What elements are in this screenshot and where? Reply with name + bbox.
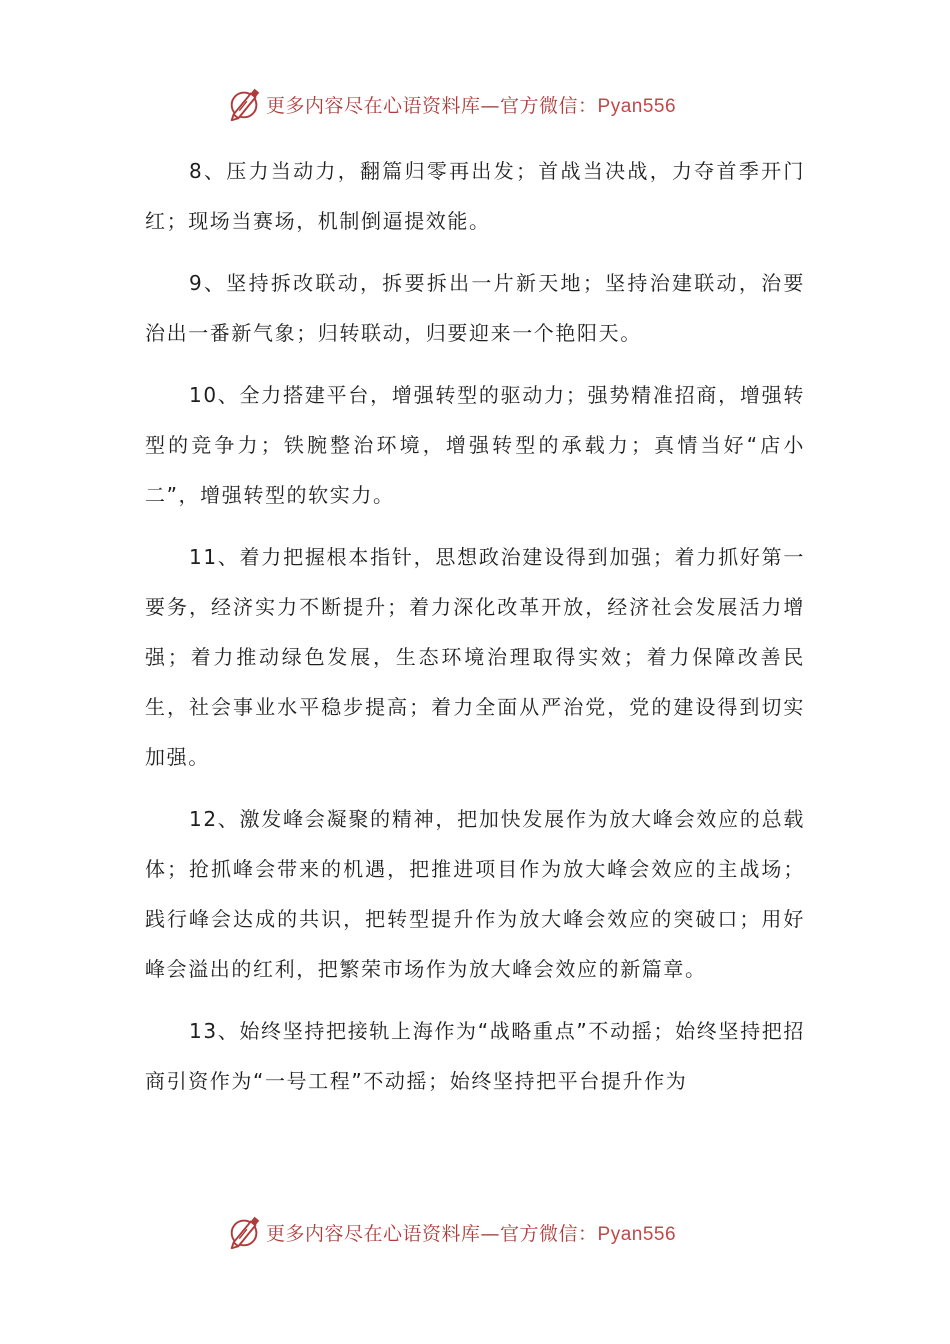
paragraph-12: 12、激发峰会凝聚的精神，把加快发展作为放大峰会效应的总载体；抢抓峰会带来的机遇，把推进项目作为放大峰会效应的主战场；践行峰会达成的共识，把转型提升作为放大峰会效应的突破口；用好峰会溢出的红利，把繁荣市场作为放大峰会效应的新篇章。	[145, 807, 805, 981]
paragraph-11: 11、着力把握根本指针，思想政治建设得到加强；着力抓好第一要务，经济实力不断提升；着力深化改革开放，经济社会发展活力增强；着力推动绿色发展，生态环境治理取得实效；着力保障改善民生，社会事业水平稳步提高；着力全面从严治党，党的建设得到切实加强。	[145, 545, 805, 769]
watermark-text	[266, 91, 676, 118]
watermark-header	[226, 84, 676, 124]
watermark-wechat-label: 官方微信：	[500, 1222, 598, 1245]
paragraph-13: 13、始终坚持把接轨上海作为“战略重点”不动摇；始终坚持把招商引资作为“一号工程”不动摇；始终坚持把平台提升作为	[145, 1019, 805, 1093]
pen-nib-logo-icon	[226, 85, 264, 123]
watermark-prefix: 更多内容尽在心语资料库	[266, 1222, 481, 1245]
document-body	[145, 146, 805, 1118]
paragraph-10: 10、全力搭建平台，增强转型的驱动力；强势精准招商，增强转型的竞争力；铁腕整治环境，增强转型的承载力；真情当好“店小二”，增强转型的软实力。	[145, 383, 805, 507]
paragraph-8: 8、压力当动力，翻篇归零再出发；首战当决战，力夺首季开门红；现场当赛场，机制倒逼提效能。	[145, 159, 805, 233]
watermark-dash: —	[480, 94, 501, 117]
watermark-text	[266, 1219, 676, 1246]
watermark-dash: —	[480, 1222, 501, 1245]
watermark-footer	[226, 1212, 676, 1252]
watermark-prefix: 更多内容尽在心语资料库	[266, 94, 481, 117]
paragraph-9: 9、坚持拆改联动，拆要拆出一片新天地；坚持治建联动，治要治出一番新气象；归转联动，归要迎来一个艳阳天。	[145, 271, 805, 345]
pen-nib-logo-icon	[226, 1213, 264, 1251]
watermark-wechat-id: Pyan556	[597, 1223, 677, 1245]
watermark-wechat-id: Pyan556	[597, 95, 677, 117]
watermark-wechat-label: 官方微信：	[500, 94, 598, 117]
